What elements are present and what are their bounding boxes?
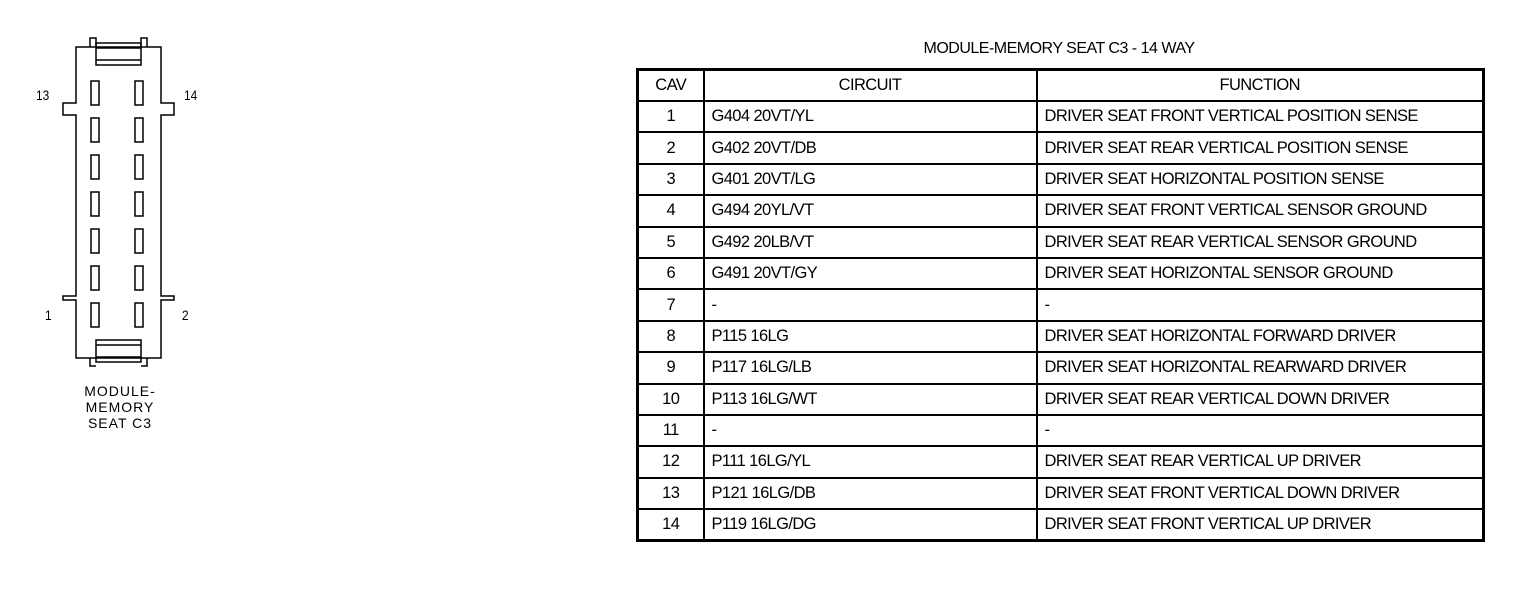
table-row	[638, 321, 1484, 352]
cav-cell: 3	[638, 164, 704, 195]
circuit-cell: P121 16LG/DB	[704, 478, 1037, 509]
circuit-cell: P119 16LG/DG	[704, 509, 1037, 541]
table-row	[638, 101, 1484, 132]
circuit-cell: G491 20VT/GY	[704, 258, 1037, 289]
pin-label-1: 1	[45, 307, 52, 323]
connector-name-line-2: MEMORY	[85, 399, 155, 415]
cav-cell: 12	[638, 446, 704, 477]
function-cell: DRIVER SEAT REAR VERTICAL SENSOR GROUND	[1037, 227, 1484, 258]
function-cell: DRIVER SEAT FRONT VERTICAL POSITION SENSE	[1037, 101, 1484, 132]
function-cell: DRIVER SEAT REAR VERTICAL UP DRIVER	[1037, 446, 1484, 477]
cav-cell: 13	[638, 478, 704, 509]
table-row	[638, 415, 1484, 446]
table-row	[638, 164, 1484, 195]
cav-cell: 14	[638, 509, 704, 541]
circuit-cell: G404 20VT/YL	[704, 101, 1037, 132]
cav-cell: 4	[638, 195, 704, 226]
cav-cell: 7	[638, 289, 704, 320]
connector-diagram	[0, 0, 260, 470]
circuit-cell: -	[704, 289, 1037, 320]
function-cell: DRIVER SEAT FRONT VERTICAL DOWN DRIVER	[1037, 478, 1484, 509]
function-cell: DRIVER SEAT REAR VERTICAL POSITION SENSE	[1037, 132, 1484, 163]
cav-cell: 2	[638, 132, 704, 163]
table-header-row	[638, 70, 1484, 102]
function-cell: DRIVER SEAT HORIZONTAL REARWARD DRIVER	[1037, 352, 1484, 383]
circuit-cell: P117 16LG/LB	[704, 352, 1037, 383]
cav-cell: 6	[638, 258, 704, 289]
table-row	[638, 352, 1484, 383]
circuit-cell: P115 16LG	[704, 321, 1037, 352]
table-row	[638, 132, 1484, 163]
table-title: MODULE-MEMORY SEAT C3 - 14 WAY	[923, 40, 1195, 57]
pin-label-2: 2	[182, 307, 189, 323]
function-cell: DRIVER SEAT FRONT VERTICAL SENSOR GROUND	[1037, 195, 1484, 226]
cav-cell: 10	[638, 384, 704, 415]
circuit-cell: -	[704, 415, 1037, 446]
connector-name-line-1: MODULE-	[84, 383, 156, 399]
table-row	[638, 478, 1484, 509]
circuit-cell: G494 20YL/VT	[704, 195, 1037, 226]
connector-name	[60, 383, 180, 431]
cav-cell: 1	[638, 101, 704, 132]
table-row	[638, 384, 1484, 415]
table-row	[638, 509, 1484, 541]
circuit-cell: G402 20VT/DB	[704, 132, 1037, 163]
table-row	[638, 195, 1484, 226]
connector-name-line-3: SEAT C3	[87, 415, 153, 431]
header-circuit: CIRCUIT	[704, 70, 1037, 102]
function-cell: -	[1037, 415, 1484, 446]
circuit-cell: P111 16LG/YL	[704, 446, 1037, 477]
circuit-cell: G492 20LB/VT	[704, 227, 1037, 258]
pin-label-14: 14	[184, 87, 198, 103]
circuit-cell: P113 16LG/WT	[704, 384, 1037, 415]
cavity-column-right	[135, 81, 143, 327]
table-row	[638, 227, 1484, 258]
cav-cell: 8	[638, 321, 704, 352]
cav-cell: 9	[638, 352, 704, 383]
header-cav: CAV	[638, 70, 704, 102]
circuit-cell: G401 20VT/LG	[704, 164, 1037, 195]
cavity-column-left	[91, 81, 99, 327]
pin-label-13: 13	[36, 87, 50, 103]
function-cell: DRIVER SEAT REAR VERTICAL DOWN DRIVER	[1037, 384, 1484, 415]
function-cell: DRIVER SEAT FRONT VERTICAL UP DRIVER	[1037, 509, 1484, 541]
table-row	[638, 289, 1484, 320]
pinout-table-body	[638, 101, 1484, 541]
cav-cell: 11	[638, 415, 704, 446]
function-cell: DRIVER SEAT HORIZONTAL SENSOR GROUND	[1037, 258, 1484, 289]
function-cell: DRIVER SEAT HORIZONTAL FORWARD DRIVER	[1037, 321, 1484, 352]
cav-cell: 5	[638, 227, 704, 258]
table-row	[638, 446, 1484, 477]
pinout-table	[636, 68, 1485, 542]
table-row	[638, 258, 1484, 289]
header-function: FUNCTION	[1037, 70, 1484, 102]
function-cell: -	[1037, 289, 1484, 320]
function-cell: DRIVER SEAT HORIZONTAL POSITION SENSE	[1037, 164, 1484, 195]
